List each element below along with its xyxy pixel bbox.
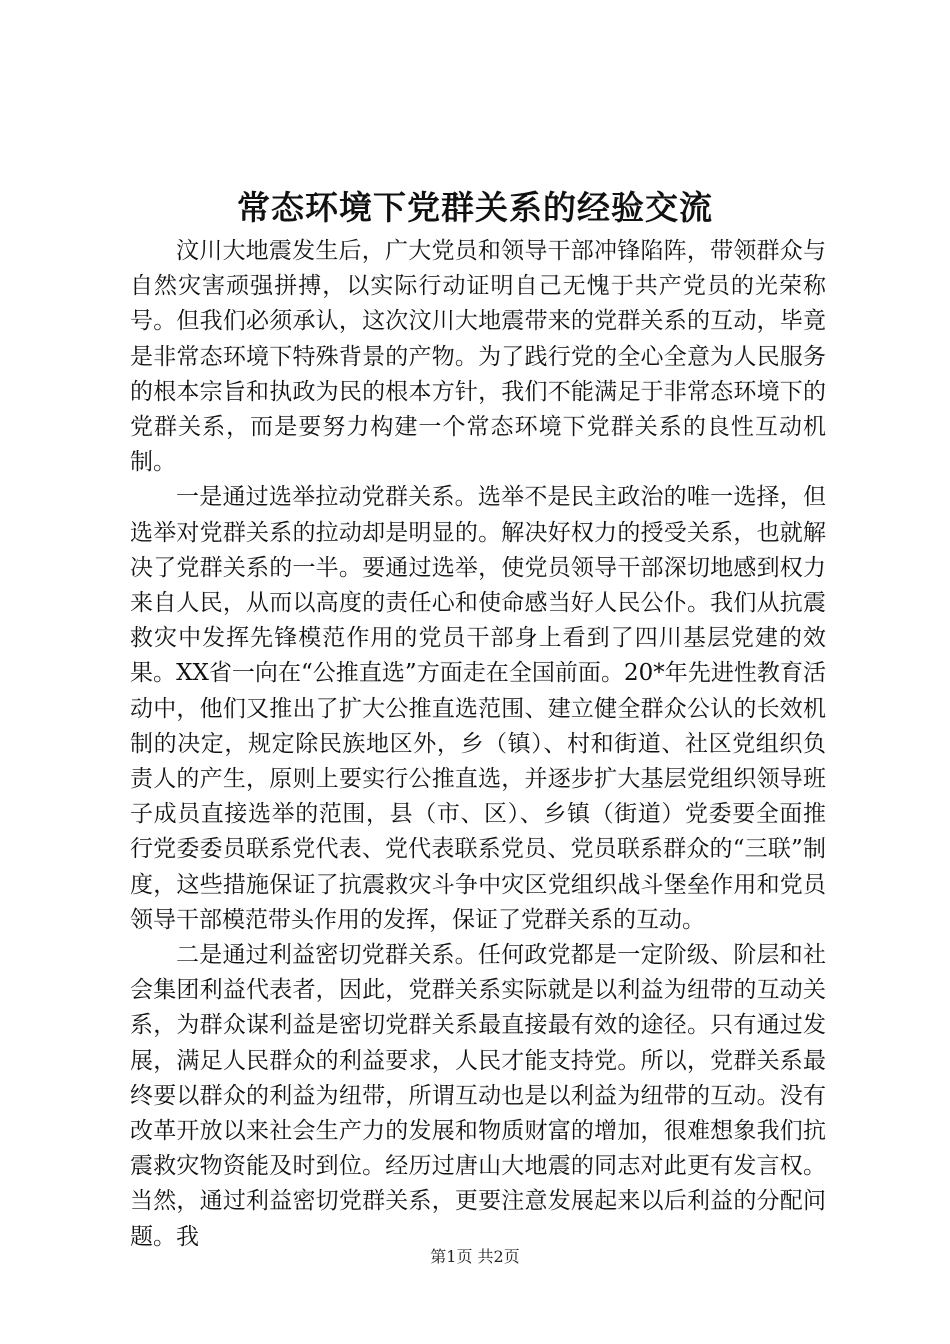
paragraph-interest: 二是通过利益密切党群关系。任何政党都是一定阶级、阶层和社会集团利益代表者，因此，党群关系实际就是以利益为纽带的互动关系，为群众谋利益是密切党群关系最直接最有效的途径。只有通过发展，满足人民群众的利益要求，人民才能支持党。所以，党群关系最终要以群众的利益为纽带，所谓互动也是以利益为纽带的互动。没有改革开放以来社会生产力的发展和物质财富的增加，很难想象我们抗震救灾物资能及时到位。经历过唐山大地震的同志对此更有发言权。当然，通过利益密切党群关系，更要注意发展起来以后利益的分配问题。我 (130, 942, 826, 1250)
page-number-footer: 第1页 共2页 (430, 1247, 520, 1266)
document-title: 常态环境下党群关系的经验交流 (237, 188, 713, 227)
document-body (130, 234, 826, 1255)
paragraph-intro: 汶川大地震发生后，广大党员和领导干部冲锋陷阵，带领群众与自然灾害顽强拼搏，以实际行动证明自己无愧于共产党员的光荣称号。但我们必须承认，这次汶川大地震带来的党群关系的互动，毕竟是非常态环境下特殊背景的产物。为了践行党的全心全意为人民服务的根本宗旨和执政为民的根本方针，我们不能满足于非常态环境下的党群关系，而是要努力构建一个常态环境下党群关系的良性互动机制。 (130, 238, 826, 476)
paragraph-election: 一是通过选举拉动党群关系。选举不是民主政治的唯一选择，但选举对党群关系的拉动却是明显的。解决好权力的授受关系，也就解决了党群关系的一半。要通过选举，使党员领导干部深切地感到权力来自人民，从而以高度的责任心和使命感当好人民公仆。我们从抗震救灾中发挥先锋模范作用的党员干部身上看到了四川基层党建的效果。XX省一向在“公推直选”方面走在全国前面。20*年先进性教育活动中，他们又推出了扩大公推直选范围、建立健全群众公认的长效机制的决定，规定除民族地区外，乡（镇）、村和街道、社区党组织负责人的产生，原则上要实行公推直选，并逐步扩大基层党组织领导班子成员直接选举的范围，县（市、区）、乡镇（街道）党委要全面推行党委委员联系党代表、党代表联系党员、党员联系群众的“三联”制度，这些措施保证了抗震救灾斗争中灾区党组织战斗堡垒作用和党员领导干部模范带头作用的发挥，保证了党群关系的互动。 (130, 484, 826, 933)
